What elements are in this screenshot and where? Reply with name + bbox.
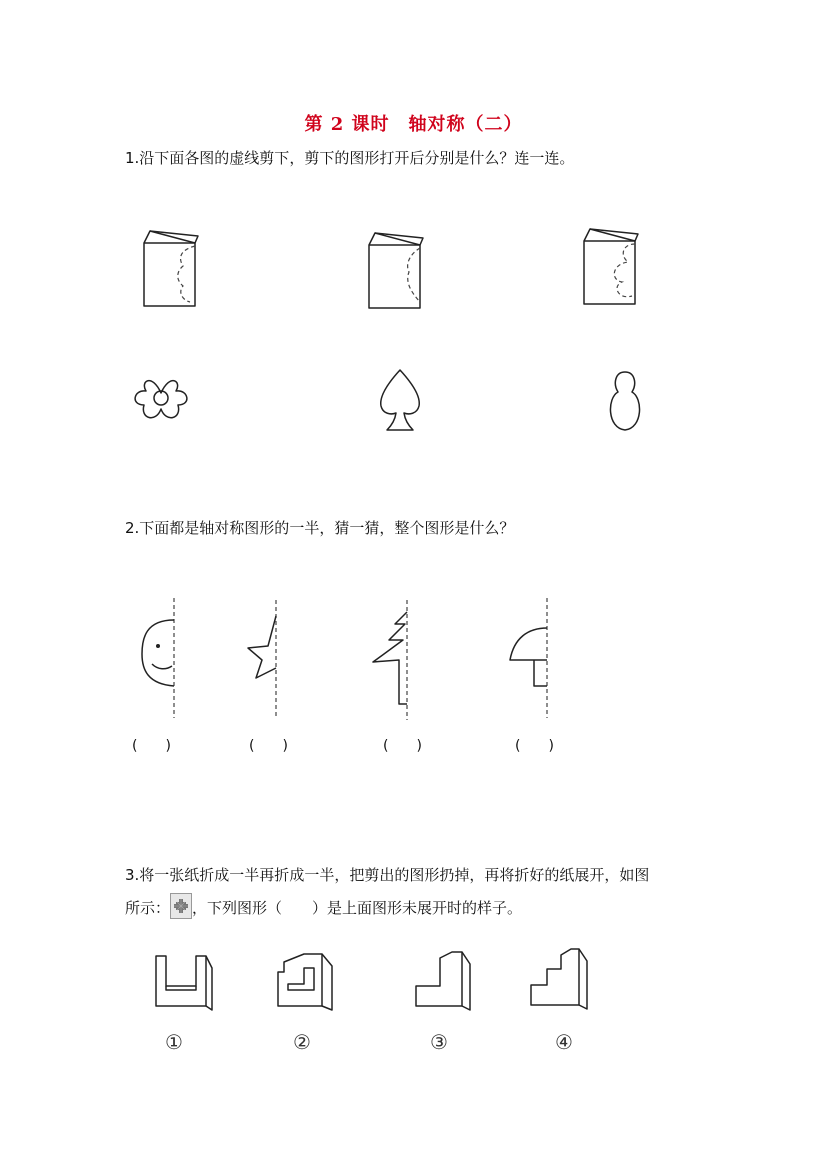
question-3-line-2 [125, 893, 522, 923]
page-title: 第 2 课时 轴对称（二） [304, 114, 523, 135]
folded-paper-icon [140, 228, 205, 308]
question-2-text: 2.下面都是轴对称图形的一半，猜一猜，整个图形是什么？ [125, 519, 515, 537]
gourd-icon [605, 370, 645, 435]
folded-paper-icon [580, 226, 645, 306]
answer-blank[interactable]: ( ) [515, 738, 554, 754]
half-mushroom-icon [500, 598, 560, 718]
half-star-icon [240, 600, 290, 718]
folded-paper-icon [365, 230, 430, 310]
question-3-prefix: 所示： [125, 899, 171, 917]
option-number: ① [165, 1030, 183, 1054]
answer-blank[interactable]: ( ) [249, 738, 288, 754]
folded-shape-option-2[interactable] [270, 950, 340, 1010]
answer-blank[interactable]: ( ) [383, 738, 422, 754]
half-face-icon [138, 598, 188, 718]
spade-tree-icon [375, 368, 425, 433]
folded-shape-option-3[interactable] [410, 950, 475, 1010]
folded-shape-option-1[interactable] [150, 950, 215, 1010]
option-number: ③ [430, 1030, 448, 1054]
half-tree-icon [365, 600, 417, 720]
unfolded-pattern-icon [170, 893, 192, 919]
question-3-suffix: ，下列图形（ ）是上面图形未展开时的样子。 [192, 899, 523, 917]
option-number: ② [293, 1030, 311, 1054]
folded-shape-option-4[interactable] [525, 945, 595, 1010]
option-number: ④ [555, 1030, 573, 1054]
question-3-line-1: 3.将一张纸折成一半再折成一半，把剪出的图形扔掉，再将折好的纸展开，如图 [125, 866, 650, 884]
question-1-text: 1.沿下面各图的虚线剪下，剪下的图形打开后分别是什么？连一连。 [125, 149, 575, 167]
clover-icon [130, 365, 192, 427]
answer-blank[interactable]: ( ) [132, 738, 171, 754]
